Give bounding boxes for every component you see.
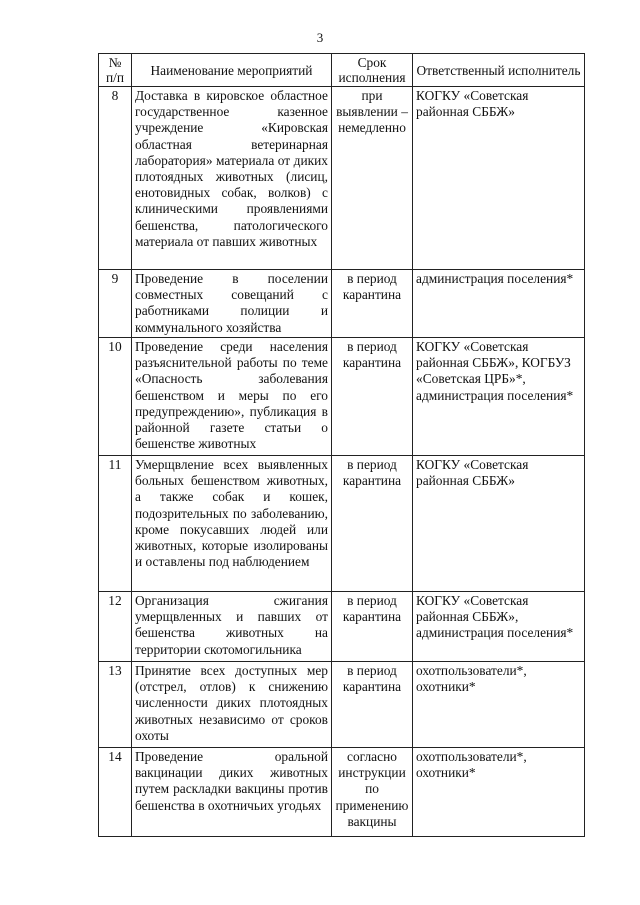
table-row <box>99 662 585 748</box>
row-resp: КОГКУ «Советская районная СББЖ» <box>413 87 585 270</box>
row-num: 10 <box>99 338 132 456</box>
row-term: в период карантина <box>332 270 413 338</box>
row-name: Проведение среди населения разъяснительной работы по теме «Опасность заболевания бешенством и меры по его предупреждению», публикация в районной газете статьи о бешенстве животных <box>132 338 332 456</box>
table-row <box>99 87 585 270</box>
row-resp: администрация поселения* <box>413 270 585 338</box>
table-row <box>99 270 585 338</box>
row-term: в период карантина <box>332 456 413 592</box>
header-num: № п/п <box>99 54 132 87</box>
page-number: 3 <box>316 30 324 45</box>
row-term: согласно инструкции по применению вакцины <box>332 748 413 837</box>
measures-table <box>98 53 585 837</box>
row-num: 9 <box>99 270 132 338</box>
header-term: Срок исполнения <box>332 54 413 87</box>
row-term: в период карантина <box>332 662 413 748</box>
row-term: при выявлении – немедленно <box>332 87 413 270</box>
row-num: 11 <box>99 456 132 592</box>
row-name: Организация сжигания умерщвленных и павших от бешенства животных на территории скотомогильника <box>132 592 332 662</box>
header-resp: Ответственный исполнитель <box>413 54 585 87</box>
row-resp: охотпользователи*, охотники* <box>413 662 585 748</box>
table-header-row <box>99 54 585 87</box>
row-num: 8 <box>99 87 132 270</box>
row-resp: охотпользователи*, охотники* <box>413 748 585 837</box>
table-row <box>99 338 585 456</box>
row-resp: КОГКУ «Советская районная СББЖ», КОГБУЗ «Советская ЦРБ»*, администрация поселения* <box>413 338 585 456</box>
row-num: 13 <box>99 662 132 748</box>
row-term: в период карантина <box>332 338 413 456</box>
row-name: Принятие всех доступных мер (отстрел, отлов) к снижению численности диких плотоядных животных независимо от сроков охоты <box>132 662 332 748</box>
row-name: Проведение оральной вакцинации диких животных путем раскладки вакцины против бешенства в охотничьих угодьях <box>132 748 332 837</box>
row-num: 12 <box>99 592 132 662</box>
row-name: Умерщвление всех выявленных больных бешенством животных, а также собак и кошек, подозрительных по заболеванию, кроме покусавших людей или животных, которые изолированы и оставлены под наблюдением <box>132 456 332 592</box>
row-num: 14 <box>99 748 132 837</box>
row-resp: КОГКУ «Советская районная СББЖ» <box>413 456 585 592</box>
row-resp: КОГКУ «Советская районная СББЖ», администрация поселения* <box>413 592 585 662</box>
row-name: Доставка в кировское областное государственное казенное учреждение «Кировская областная ветеринарная лаборатория» материала от диких плотоядных животных (лисиц, енотовидных собак, волков) с клиническими проявлениями бешенства, патологического материала от павших животных <box>132 87 332 270</box>
table-row <box>99 592 585 662</box>
table-row <box>99 748 585 837</box>
header-name: Наименование мероприятий <box>132 54 332 87</box>
row-name: Проведение в поселении совместных совещаний с работниками полиции и коммунального хозяйства <box>132 270 332 338</box>
table-row <box>99 456 585 592</box>
row-term: в период карантина <box>332 592 413 662</box>
